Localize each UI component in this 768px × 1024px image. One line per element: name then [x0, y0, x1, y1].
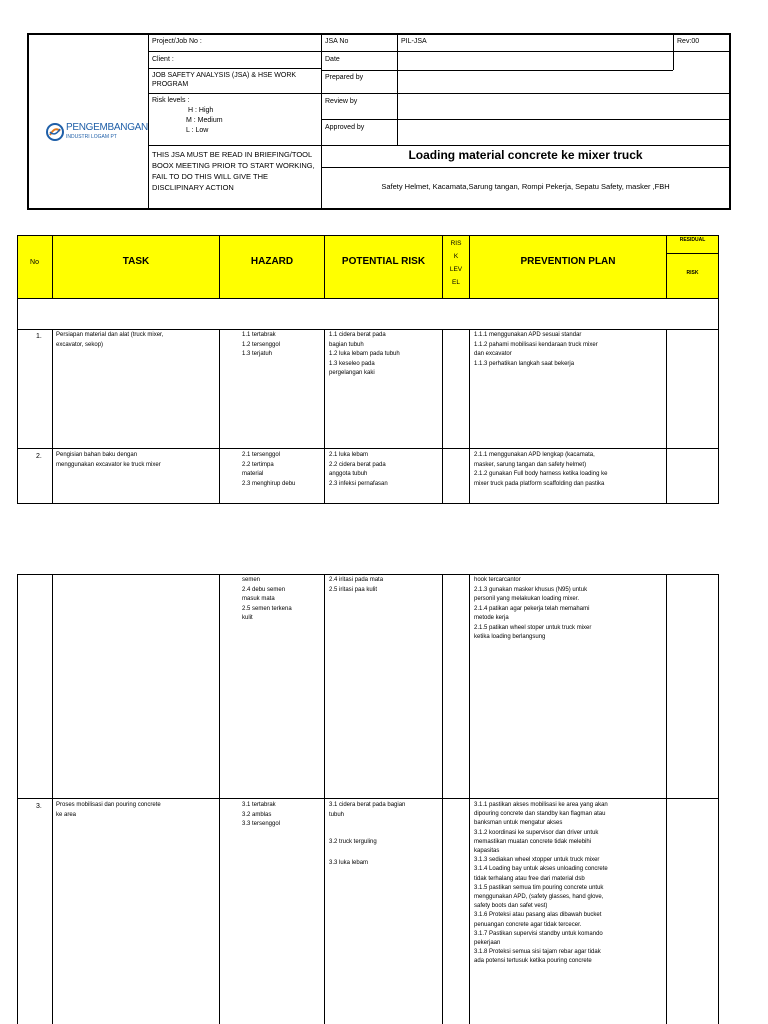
row-hazard [242, 451, 295, 489]
risk-line: 2.2 cidera berat pada [329, 461, 386, 468]
prevention-line: penuangan concrete agar tidak tercecer. [474, 921, 582, 928]
risk-line: 3.1 cidera berat pada bagian [329, 802, 406, 808]
risk-line: 1.2 luka lebam pada tubuh [329, 351, 400, 357]
hazard-line: 2.4 debu semen [242, 586, 286, 593]
task-line: excavator, sekop) [56, 341, 104, 348]
prevention-line: 3.1.2 koordinasi ke supervisor dan driver untuk [474, 829, 599, 836]
prevention-line: 2.1.2 gunakan Full body harness ketika loading ke [474, 471, 608, 477]
activity-title: Loading material concrete ke mixer truck [408, 148, 643, 162]
task-line: Proses mobilisasi dan pouring concrete [56, 802, 161, 808]
company-subname: INDUSTRI LOGAM PT [66, 134, 117, 140]
prevention-line: dipouring concrete dan standby kan flagman atau [474, 811, 606, 818]
risk-levels-label: Risk levels : [152, 97, 190, 104]
prevention-line: 2.1.4 patikan agar pekerja telah memahami [474, 605, 590, 612]
hazard-line: 2.5 semen terkena [242, 605, 292, 612]
risk-line: bagian tubuh [329, 341, 364, 348]
prevention-line: menggunakan APD, (safety glasses, hand glove, [474, 894, 604, 901]
review-by-label: Review by [325, 98, 358, 105]
continued-risk [329, 576, 383, 595]
row-task [56, 331, 163, 350]
hazard-line: 1.2 tersenggol [242, 341, 281, 348]
date-label: Date [325, 56, 340, 63]
col-header-risk-level [443, 237, 469, 289]
col-header-task: TASK [122, 256, 150, 267]
prevention-line: 3.1.3 sediakan wheel xtopper untuk truck mixer [474, 857, 600, 864]
prevention-line: 1.1.2 pahami mobilisasi kendaraan truck mixer [474, 341, 598, 348]
col-header-prevention-plan: PREVENTION PLAN [520, 256, 616, 267]
hazard-line: 2.1 tersenggol [242, 452, 281, 458]
col-header-hazard: HAZARD [250, 256, 294, 267]
prevention-line: ada potensi tertusuk ketika pouring concrete [474, 958, 592, 965]
risk-level-line: EL [452, 279, 460, 286]
col-header-no: No [30, 259, 39, 266]
row-prevention [474, 801, 608, 967]
row-risk [329, 451, 388, 489]
risk-level-line: K [453, 253, 459, 260]
project-label: Project/Job No : [152, 38, 202, 45]
company-logo [46, 120, 146, 146]
risk-level-line: LEV [449, 266, 463, 273]
risk-level-high: H : High [188, 107, 214, 114]
prevention-line: metode kerja [474, 615, 509, 621]
col-header-risk: RISK [686, 270, 699, 276]
prevention-line: 2.1.1 menggunakan APD lengkap (kacamata, [474, 452, 595, 458]
prevention-line: 2.1.3 gunakan masker khusus (N95) untuk [474, 586, 588, 593]
prevention-line: 3.1.4 Loading bay untuk akses unloading concrete [474, 866, 608, 873]
risk-level-low: L : Low [186, 127, 209, 134]
prevention-line: hook tercarcantor [474, 577, 521, 583]
col-header-residual: RESIDUAL [679, 237, 706, 243]
continued-prevention [474, 576, 591, 643]
prevention-line: safety boots dan safet vest) [474, 903, 548, 910]
prevention-line: memastikan muatan concrete tidak melebihi [474, 838, 592, 845]
prevention-line: 1.1.1 menggunakan APD sesuai standar [474, 332, 582, 338]
company-name: PENGEMBANGAN [66, 122, 148, 133]
hazard-line: material [242, 471, 264, 477]
prevention-line: 3.1.8 Proteksi semua sisi tajam rebar agar tidak [474, 949, 601, 956]
risk-line: tubuh [329, 811, 345, 818]
briefing-notice: THIS JSA MUST BE READ IN BRIEFING/TOOL BOOX MEETING PRIOR TO START WORKING, FAIL TO DO THIS WILL GIVE THE DISCLIPINARY ACTION [152, 150, 315, 192]
prevention-line: tidak terhalang atau free dari material dsb [474, 875, 585, 882]
prevention-line: 3.1.7 Pastikan supervisi standby untuk komando [474, 930, 603, 937]
row-no: 1. [36, 333, 42, 340]
task-line: Pengisian bahan baku dengan [56, 452, 138, 458]
risk-line: 1.1 cidera berat pada [329, 332, 386, 338]
row-risk [329, 838, 377, 848]
jsa-program-title: JOB SAFETY ANALYSIS (JSA) & HSE WORK PROGRAM [152, 72, 297, 88]
row-risk [329, 331, 400, 379]
risk-line: pergelangan kaki [329, 370, 375, 376]
hazard-line: 2.2 tertimpa [242, 461, 274, 468]
risk-line: 2.1 luka lebam [329, 452, 369, 458]
revision: Rev:00 [677, 38, 700, 45]
row-hazard [242, 801, 280, 830]
hazard-line: masuk mata [242, 596, 275, 602]
hazard-line: 3.1 tertabrak [242, 802, 276, 808]
risk-level-medium: M : Medium [186, 117, 223, 124]
prevention-line: pekerjaan [474, 940, 501, 947]
row-no: 2. [36, 453, 42, 460]
risk-line: 1.3 keseleo pada [329, 360, 375, 367]
risk-line: 2.3 infeksi pernafasan [329, 480, 388, 487]
hazard-line: kulit [242, 615, 253, 621]
prevention-line: 1.1.3 perhatikan langkah saat bekerja [474, 360, 575, 367]
row-no: 3. [36, 803, 42, 810]
jsa-no-value: PIL-JSA [401, 38, 427, 45]
ppe-list: Safety Helmet, Kacamata,Sarung tangan, Rompi Pekerja, Sepatu Safety, masker ,FBH [381, 182, 670, 191]
risk-line: 2.4 iritasi pada mata [329, 577, 384, 583]
prevention-line: personil yang melakukan loading mixer. [474, 596, 580, 602]
prevention-line: 3.1.6 Proteksi atau pasang alas dibawah bucket [474, 912, 602, 919]
row-risk [329, 801, 405, 820]
row-prevention [474, 451, 607, 489]
prevention-line: 3.1.1 pastikan akses mobilisasi ke area yang akan [474, 802, 608, 808]
risk-line: 3.2 truck terguling [329, 839, 377, 845]
row-task [56, 801, 161, 820]
risk-line: anggota tubuh [329, 471, 368, 477]
hazard-line: 2.3 menghirup debu [242, 480, 296, 487]
row-prevention [474, 331, 598, 369]
hazard-line: 3.3 tersenggol [242, 821, 281, 827]
jsa-no-label: JSA No [325, 38, 349, 45]
row-task [56, 451, 161, 470]
risk-line: 3.3 luka lebam [329, 860, 369, 866]
prevention-line: banksman untuk mengatur akses [474, 820, 563, 827]
task-line: menggunakan excavator ke truck mixer [56, 461, 161, 468]
prevention-line: mixer truck pada platform scaffolding dan pastika [474, 480, 605, 487]
approved-by-label: Approved by [325, 124, 365, 131]
prevention-line: dan excavator [474, 351, 512, 357]
prevention-line: masker, sarung tangan dan safety helmet) [474, 461, 587, 468]
hazard-line: semen [242, 577, 261, 583]
risk-line: 2.5 iritasi paa kulit [329, 586, 378, 593]
prevention-line: ketika loading berlangsung [474, 634, 546, 640]
task-line: ke area [56, 811, 77, 818]
risk-level-line: RIS [450, 240, 462, 247]
prevention-line: kapasitas [474, 848, 500, 855]
row-risk [329, 859, 368, 869]
hazard-line: 3.2 amblas [242, 811, 272, 818]
hazard-line: 1.1 tertabrak [242, 332, 276, 338]
logo-mark-icon [46, 123, 64, 141]
task-line: Persiapan material dan alat (truck mixer, [56, 332, 164, 338]
hazard-line: 1.3 terjatuh [242, 351, 273, 357]
prevention-line: 3.1.5 pastikan semua tim pouring concrete untuk [474, 884, 604, 891]
continued-hazard [242, 576, 292, 624]
prevention-line: 2.1.5 patikan wheel stoper untuk truck mixer [474, 624, 592, 631]
prepared-by-label: Prepared by [325, 74, 364, 81]
col-header-potential-risk: POTENTIAL RISK [341, 256, 426, 267]
row-hazard [242, 331, 280, 360]
client-label: Client : [152, 56, 174, 63]
